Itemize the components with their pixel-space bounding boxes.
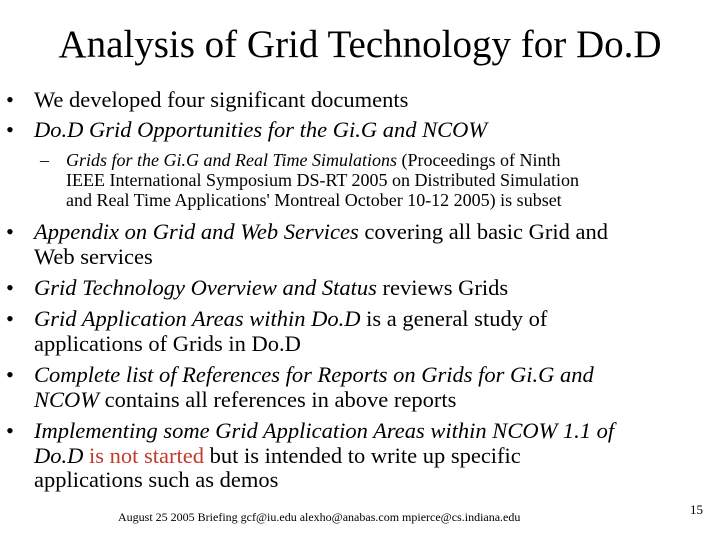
bullet-marker: • [6,275,14,300]
bullet-italic: Complete list of References for Reports on Grids for Gi.G and [34,362,594,387]
bullet-text [34,307,547,356]
bullet-italic: Do.D [34,442,89,468]
sub-bullet-italic: Grids for the Gi.G and Real Time Simulations [66,150,398,170]
bullet-text [34,276,508,301]
bullet-text: We developed four significant documents [34,87,409,112]
sub-bullet-text [66,150,579,210]
bullet-marker: • [6,306,14,331]
bullet-rest: reviews Grids [376,275,509,300]
bullet-marker: • [6,418,14,443]
bullet-text [34,419,614,493]
bullet-marker: • [6,362,14,387]
bullet-rest: contains all references in above reports [99,386,457,412]
bullet-line: Web services [34,243,153,269]
bullet-marker: • [6,219,14,244]
bullet-rest: but is intended to write up specific [203,442,521,468]
dash-marker: – [40,150,49,170]
bullet-line [34,444,614,469]
bullet-italic: Appendix on Grid and Web Services [34,219,359,244]
sub-bullet-rest: (Proceedings of Ninth [397,150,561,170]
bullet-text: Do.D Grid Opportunities for the Gi.G and NCOW [34,117,488,142]
footer-text: August 25 2005 Briefing gcf@iu.edu alexho@anabas.com mpierce@cs.indiana.edu [118,510,521,524]
bullet-italic: Implementing some Grid Application Areas within NCOW 1.1 of [34,418,615,443]
sub-bullet-line: and Real Time Applications' Montreal October 10-12 2005) is subset [66,190,562,210]
bullet-marker: • [6,87,14,112]
sub-bullet-line: IEEE International Symposium DS-RT 2005 on Distributed Simulation [66,170,580,190]
bullet-rest: is a general study of [360,306,548,331]
highlight-text: is not started [89,442,204,468]
bullet-text [34,220,608,269]
bullet-line: applications of Grids in Do.D [34,330,301,356]
page-number: 15 [690,502,703,517]
bullet-marker: • [6,117,14,142]
bullet-italic: NCOW [34,386,100,412]
bullet-text [34,363,594,412]
bullet-italic: Grid Technology Overview and Status [34,275,377,300]
bullet-line: applications such as demos [34,467,279,492]
bullet-line [34,388,594,413]
bullet-italic: Grid Application Areas within Do.D [34,306,361,331]
bullet-rest: covering all basic Grid and [358,219,609,244]
slide-title: Analysis of Grid Technology for Do.D [58,23,662,66]
